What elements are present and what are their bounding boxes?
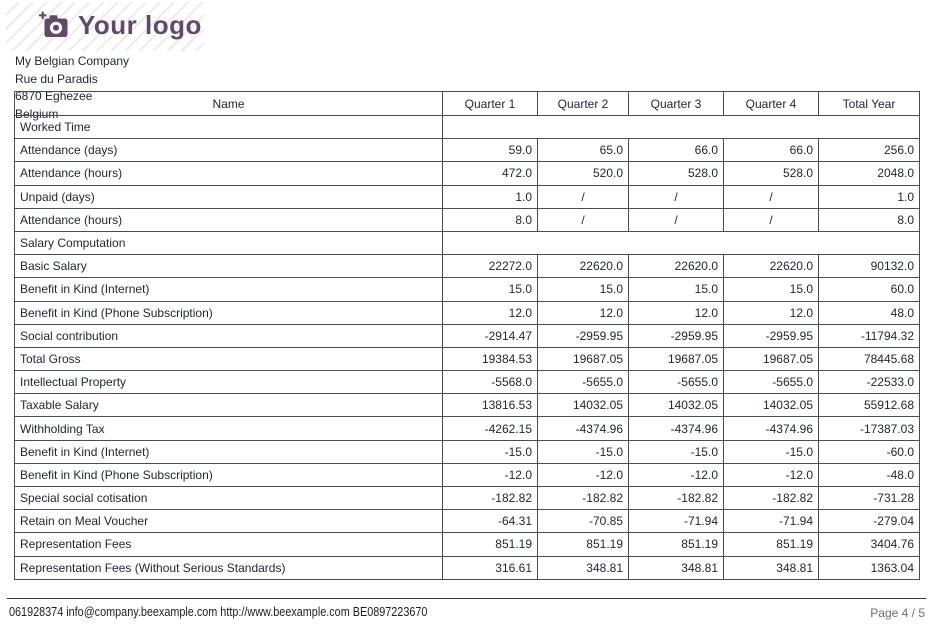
row-label: Worked Time [15,116,443,139]
cell-value: -182.82 [724,487,819,510]
cell-value: 22620.0 [629,255,724,278]
company-logo [39,10,202,41]
cell-value: 15.0 [629,278,724,301]
cell-value: 22272.0 [443,255,538,278]
column-header-quarter-2: Quarter 2 [538,92,629,116]
cell-value: 12.0 [724,301,819,324]
cell-value: -2959.95 [629,324,724,347]
table-row [15,301,920,324]
cell-value: 12.0 [629,301,724,324]
table-row [15,533,920,556]
row-label: Attendance (hours) [15,208,443,231]
cell-value: -11794.32 [819,324,920,347]
table-row [15,371,920,394]
cell-value: 66.0 [724,139,819,162]
cell-value: 2048.0 [819,162,920,185]
table-row [15,556,920,579]
table-row [15,139,920,162]
cell-value: -64.31 [443,510,538,533]
section-row [15,231,920,254]
row-label: Basic Salary [15,255,443,278]
row-label: Benefit in Kind (Phone Subscription) [15,463,443,486]
cell-value: 78445.68 [819,347,920,370]
cell-value: 65.0 [538,139,629,162]
footer-email: info@company.beexample.com [66,605,218,619]
cell-value: / [538,185,629,208]
cell-value: 15.0 [538,278,629,301]
cell-value: 15.0 [724,278,819,301]
cell-value: -4374.96 [724,417,819,440]
footer-website: http://www.beexample.com [220,605,350,619]
logo-text: Your logo [78,10,202,40]
cell-value: 348.81 [538,556,629,579]
cell-value: -60.0 [819,440,920,463]
cell-value: 348.81 [724,556,819,579]
cell-value: 22620.0 [724,255,819,278]
row-label: Salary Computation [15,231,443,254]
cell-value: 256.0 [819,139,920,162]
cell-value: -182.82 [538,487,629,510]
cell-value: -17387.03 [819,417,920,440]
cell-value: 19687.05 [538,347,629,370]
cell-value: -12.0 [724,463,819,486]
table-row [15,440,920,463]
cell-value: 59.0 [443,139,538,162]
cell-value: / [629,185,724,208]
cell-value: -12.0 [538,463,629,486]
cell-value: 14032.05 [629,394,724,417]
camera-icon [39,11,69,41]
table-row [15,347,920,370]
company-country: Belgium [15,106,59,121]
column-header-quarter-3: Quarter 3 [629,92,724,116]
cell-value: 316.61 [443,556,538,579]
footer-phone: 061928374 [9,605,64,619]
cell-value: -4374.96 [629,417,724,440]
table-row [15,487,920,510]
row-label: Unpaid (days) [15,185,443,208]
cell-value: 55912.68 [819,394,920,417]
cell-value: -15.0 [724,440,819,463]
column-header-name: Name [15,92,443,116]
row-label: Intellectual Property [15,371,443,394]
row-label: Total Gross [15,347,443,370]
cell-value: -731.28 [819,487,920,510]
cell-value: / [538,208,629,231]
cell-value: -182.82 [629,487,724,510]
cell-value: -5568.0 [443,371,538,394]
cell-value: 1363.04 [819,556,920,579]
row-label: Attendance (hours) [15,162,443,185]
company-name: My Belgian Company [15,54,130,68]
company-city: 6870 Eghezee [15,89,93,104]
table-row [15,255,920,278]
row-label: Social contribution [15,324,443,347]
cell-value: 1.0 [443,185,538,208]
cell-value: -71.94 [724,510,819,533]
cell-value: -70.85 [538,510,629,533]
cell-value: / [724,185,819,208]
cell-value: 60.0 [819,278,920,301]
cell-value: 15.0 [443,278,538,301]
row-label: Retain on Meal Voucher [15,510,443,533]
column-header-total-year: Total Year [819,92,920,116]
footer-vat: BE0897223670 [352,605,428,619]
section-spacer [443,116,920,139]
cell-value: -2914.47 [443,324,538,347]
cell-value: -5655.0 [629,371,724,394]
cell-value: 19687.05 [629,347,724,370]
table-row [15,394,920,417]
cell-value: -71.94 [629,510,724,533]
cell-value: 12.0 [443,301,538,324]
row-label: Representation Fees [15,533,443,556]
cell-value: 48.0 [819,301,920,324]
cell-value: 851.19 [443,533,538,556]
cell-value: 851.19 [724,533,819,556]
cell-value: 19687.05 [724,347,819,370]
cell-value: -5655.0 [724,371,819,394]
cell-value: 851.19 [629,533,724,556]
cell-value: 14032.05 [724,394,819,417]
table-row [15,324,920,347]
cell-value: 8.0 [819,208,920,231]
cell-value: 19384.53 [443,347,538,370]
cell-value: -4262.15 [443,417,538,440]
cell-value: 528.0 [724,162,819,185]
row-label: Taxable Salary [15,394,443,417]
cell-value: -15.0 [538,440,629,463]
page-number: Page 4 / 5 [870,606,925,620]
cell-value: -279.04 [819,510,920,533]
cell-value: 14032.05 [538,394,629,417]
row-label: Benefit in Kind (Internet) [15,278,443,301]
section-spacer [443,231,920,254]
table-row [15,278,920,301]
cell-value: 3404.76 [819,533,920,556]
footer-contact [9,605,427,619]
footer-divider [7,598,926,599]
cell-value: 13816.53 [443,394,538,417]
column-header-quarter-1: Quarter 1 [443,92,538,116]
table-row [15,510,920,533]
row-label: Benefit in Kind (Phone Subscription) [15,301,443,324]
payslip-summary-table [14,91,920,580]
cell-value: -2959.95 [724,324,819,347]
cell-value: -15.0 [443,440,538,463]
cell-value: 528.0 [629,162,724,185]
table-row [15,208,920,231]
section-row [15,116,920,139]
cell-value: 1.0 [819,185,920,208]
cell-value: -182.82 [443,487,538,510]
row-label: Attendance (days) [15,139,443,162]
cell-value: 22620.0 [538,255,629,278]
cell-value: 8.0 [443,208,538,231]
cell-value: -48.0 [819,463,920,486]
row-label: Withholding Tax [15,417,443,440]
cell-value: 12.0 [538,301,629,324]
cell-value: -22533.0 [819,371,920,394]
cell-value: -12.0 [629,463,724,486]
row-label: Special social cotisation [15,487,443,510]
cell-value: 520.0 [538,162,629,185]
cell-value: -4374.96 [538,417,629,440]
cell-value: / [724,208,819,231]
cell-value: -15.0 [629,440,724,463]
table-header-row [15,92,920,116]
cell-value: 472.0 [443,162,538,185]
cell-value: 851.19 [538,533,629,556]
row-label: Representation Fees (Without Serious Standards) [15,556,443,579]
cell-value: -12.0 [443,463,538,486]
table-row [15,162,920,185]
cell-value: -2959.95 [538,324,629,347]
table-row [15,185,920,208]
table-row [15,417,920,440]
cell-value: -5655.0 [538,371,629,394]
table-row [15,463,920,486]
company-street: Rue du Paradis [15,71,98,86]
cell-value: 348.81 [629,556,724,579]
cell-value: 90132.0 [819,255,920,278]
column-header-quarter-4: Quarter 4 [724,92,819,116]
cell-value: 66.0 [629,139,724,162]
row-label: Benefit in Kind (Internet) [15,440,443,463]
cell-value: / [629,208,724,231]
